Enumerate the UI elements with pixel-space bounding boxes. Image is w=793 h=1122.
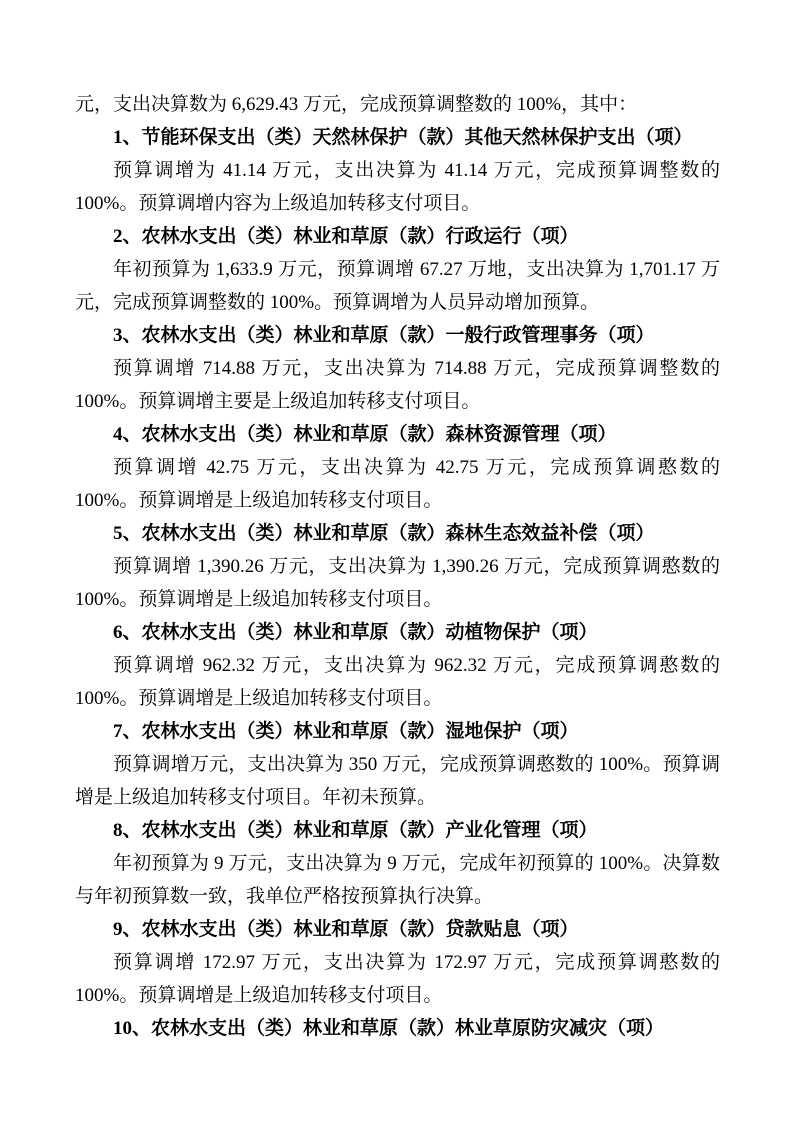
section-heading: 1、节能环保支出（类）天然林保护（款）其他天然林保护支出（项）	[113, 127, 693, 148]
section-7	[75, 715, 720, 814]
section-body: 预算调增 42.75 万元，支出决算为 42.75 万元，完成预算调憨数的 100%。预算调增是上级追加转移支付项目。	[75, 457, 720, 511]
section-body: 预算调增 714.88 万元，支出决算为 714.88 万元，完成预算调整数的 100%。预算调增主要是上级追加转移支付项目。	[75, 358, 720, 412]
section-1	[75, 121, 720, 220]
section-body: 预算调增 962.32 万元，支出决算为 962.32 万元，完成预算调憨数的 100%。预算调增是上级追加转移支付项目。	[75, 655, 720, 709]
section-5	[75, 517, 720, 616]
section-4	[75, 418, 720, 517]
section-body: 预算调增 172.97 万元，支出决算为 172.97 万元，完成预算调憨数的 100%。预算调增是上级追加转移支付项目。	[75, 952, 720, 1006]
section-2	[75, 220, 720, 319]
section-3	[75, 319, 720, 418]
section-heading: 10、农林水支出（类）林业和草原（款）林业草原防灾减灾（项）	[113, 1018, 665, 1039]
section-heading: 8、农林水支出（类）林业和草原（款）产业化管理（项）	[113, 820, 598, 841]
section-heading: 3、农林水支出（类）林业和草原（款）一般行政管理事务（项）	[113, 325, 655, 346]
section-6	[75, 616, 720, 715]
section-heading: 7、农林水支出（类）林业和草原（款）湿地保护（项）	[113, 721, 579, 742]
section-10	[75, 1012, 720, 1045]
section-body: 年初预算为 1,633.9 万元，预算调增 67.27 万地，支出决算为 1,701.17 万元，完成预算调整数的 100%。预算调增为人员异动增加预算。	[75, 259, 720, 313]
section-heading: 4、农林水支出（类）林业和草原（款）森林资源管理（项）	[113, 424, 617, 445]
section-heading: 6、农林水支出（类）林业和草原（款）动植物保护（项）	[113, 622, 598, 643]
section-body: 预算调增为 41.14 万元，支出决算为 41.14 万元，完成预算调整数的 100%。预算调增内容为上级追加转移支付项目。	[75, 160, 720, 214]
section-heading: 5、农林水支出（类）林业和草原（款）森林生态效益补偿（项）	[113, 523, 655, 544]
section-body: 年初预算为 9 万元，支出决算为 9 万元，完成年初预算的 100%。决算数与年初预算数一致，我单位严格按预算执行决算。	[75, 853, 720, 907]
section-9	[75, 913, 720, 1012]
section-body: 预算调增万元，支出决算为 350 万元，完成预算调憨数的 100%。预算调增是上级追加转移支付项目。年初未预算。	[75, 754, 720, 808]
section-heading: 9、农林水支出（类）林业和草原（款）贷款贴息（项）	[113, 919, 579, 940]
section-heading: 2、农林水支出（类）林业和草原（款）行政运行（项）	[113, 226, 579, 247]
intro-paragraph: 元，支出决算数为 6,629.43 万元，完成预算调整数的 100%，其中：	[75, 94, 638, 115]
section-8	[75, 814, 720, 913]
section-body: 预算调增 1,390.26 万元，支出决算为 1,390.26 万元，完成预算调憨数的 100%。预算调增是上级追加转移支付项目。	[75, 556, 720, 610]
